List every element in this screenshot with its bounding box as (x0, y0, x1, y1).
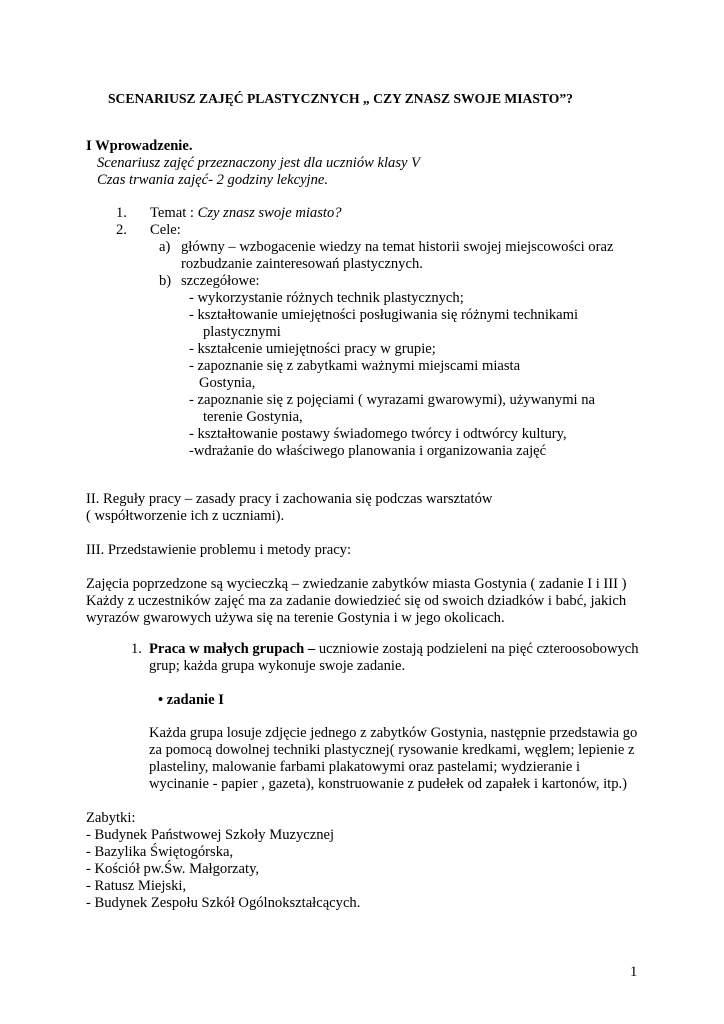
goal-b-item: - kształtowanie umiejętności posługiwania się różnymi technikami (189, 307, 579, 323)
task-1-line: Każda grupa losuje zdjęcie jednego z zabytków Gostynia, następnie przedstawia go (149, 725, 638, 741)
goal-b-item: - kształtowanie postawy świadomego twórcy i odtwórcy kultury, (189, 426, 567, 442)
rules-line-2: ( współtworzenie ich z uczniami). (86, 508, 285, 524)
goal-b-item: - kształcenie umiejętności pracy w grupie; (189, 341, 436, 357)
goal-b-item: - wykorzystanie różnych technik plastycznych; (189, 290, 464, 306)
topic-label: Temat : (150, 205, 198, 221)
goal-b-item: terenie Gostynia, (203, 409, 303, 425)
goal-a-line-2: rozbudzanie zainteresowań plastycznych. (181, 256, 423, 272)
rules-line-1: II. Reguły pracy – zasady pracy i zachowania się podczas warsztatów (86, 491, 493, 507)
task-1-heading: • zadanie I (158, 692, 224, 708)
intro-line-1: Scenariusz zajęć przeznaczony jest dla uczniów klasy V (97, 155, 421, 171)
monument-item: - Bazylika Świętogórska, (86, 844, 234, 860)
problem-heading: III. Przedstawienie problemu i metody pracy: (86, 542, 352, 558)
task-1-line: za pomocą dowolnej techniki plastycznej( rysowanie kredkami, węglem; lepienie z (149, 742, 635, 758)
goal-b-marker: b) (159, 273, 172, 289)
goal-a-marker: a) (159, 239, 171, 255)
monument-item: - Budynek Zespołu Szkół Ogólnokształcących. (86, 895, 361, 911)
goal-b-item: - zapoznanie się z pojęciami ( wyrazami gwarowymi), używanymi na (189, 392, 596, 408)
monuments-heading: Zabytki: (86, 810, 136, 826)
problem-paragraph-line: Zajęcia poprzedzone są wycieczką – zwiedzanie zabytków miasta Gostynia ( zadanie I i III ) (86, 576, 627, 592)
groups-rest: uczniowie zostają podzieleni na pięć czteroosobowych (315, 641, 639, 657)
intro-heading: I Wprowadzenie. (86, 138, 193, 154)
list-number-1: 1. (116, 205, 127, 221)
groups-number: 1. (131, 641, 142, 657)
monument-item: - Ratusz Miejski, (86, 878, 187, 894)
document-title: SCENARIUSZ ZAJĘĆ PLASTYCZNYCH „ CZY ZNASZ SWOJE MIASTO”? (108, 91, 573, 106)
topic-line (150, 205, 342, 222)
list-number-2: 2. (116, 222, 127, 238)
goals-label: Cele: (150, 222, 181, 238)
groups-line-2: grup; każda grupa wykonuje swoje zadanie. (149, 658, 406, 674)
goal-b-item: Gostynia, (199, 375, 256, 391)
monument-item: - Kościół pw.Św. Małgorzaty, (86, 861, 260, 877)
problem-paragraph-line: Każdy z uczestników zajęć ma za zadanie dowiedzieć się od swoich dziadków i babć, jakich (86, 593, 627, 609)
problem-paragraph-line: wyrazów gwarowych używa się na terenie Gostynia i w jego okolicach. (86, 610, 505, 626)
goal-b-item: -wdrażanie do właściwego planowania i organizowania zajęć (189, 443, 547, 459)
intro-line-2: Czas trwania zajęć- 2 godziny lekcyjne. (97, 172, 329, 188)
topic-value: Czy znasz swoje miasto? (197, 205, 342, 221)
goal-b-item: plastycznymi (203, 324, 281, 340)
task-1-line: wycinanie - papier , gazeta), konstruowanie z pudełek od zapałek i kartonów, itp.) (149, 776, 628, 792)
page-number: 1 (630, 964, 638, 980)
monument-item: - Budynek Państwowej Szkoły Muzycznej (86, 827, 335, 843)
goal-b-item: - zapoznanie się z zabytkami ważnymi miejscami miasta (189, 358, 521, 374)
goal-b-label: szczegółowe: (181, 273, 260, 289)
groups-bold: Praca w małych grupach – (149, 641, 316, 657)
task-1-line: plasteliny, malowanie farbami plakatowymi oraz pastelami; wydzieranie i (149, 759, 581, 775)
goal-a-line-1: główny – wzbogacenie wiedzy na temat historii swojej miejscowości oraz (181, 239, 614, 255)
groups-line-1 (149, 641, 639, 658)
